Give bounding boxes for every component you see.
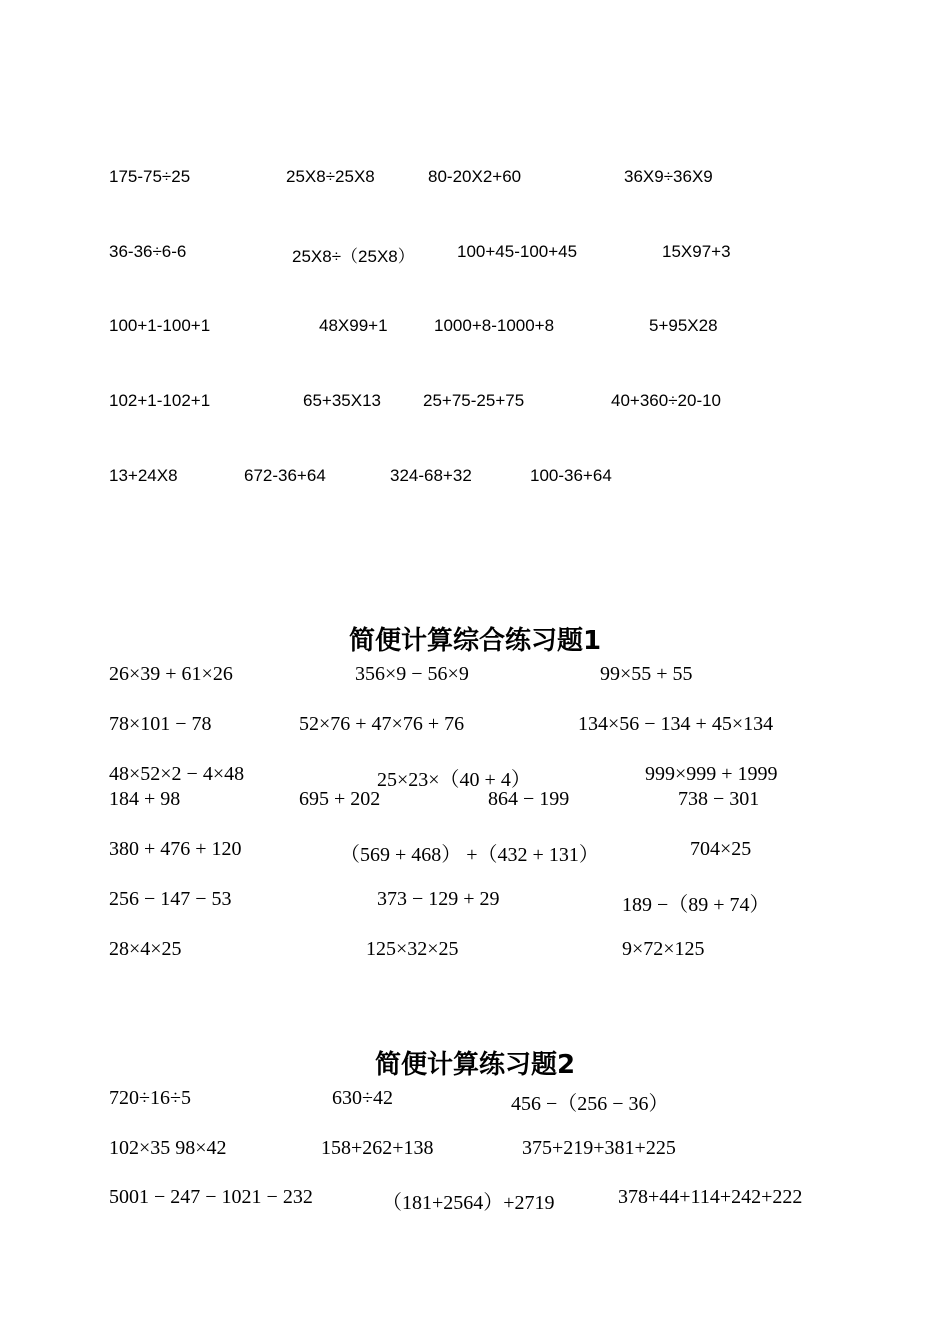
problem: 158+262+138 (321, 1137, 434, 1159)
problem: 378+44+114+242+222 (618, 1186, 803, 1208)
problem: 256 − 147 − 53 (109, 888, 232, 910)
problem: （569 + 468） +（432 + 131） (340, 844, 599, 866)
problem: 25X8÷（25X8） (292, 247, 415, 266)
problem: 373 − 129 + 29 (377, 888, 500, 910)
problem: 9×72×125 (622, 938, 705, 960)
problem: 48X99+1 (319, 316, 388, 335)
problem: 100+1-100+1 (109, 316, 211, 335)
problem: 672-36+64 (244, 466, 326, 485)
problem: 25×23×（40 + 4） (377, 769, 531, 791)
problem: 380 + 476 + 120 (109, 838, 242, 860)
problem: 324-68+32 (390, 466, 472, 485)
problem: 175-75÷25 (109, 167, 191, 186)
problem: 15X97+3 (662, 242, 731, 261)
problem: 738 − 301 (678, 788, 760, 810)
problem: 26×39 + 61×26 (109, 663, 233, 685)
problem: 80-20X2+60 (428, 167, 522, 186)
problem: （181+2564）+2719 (382, 1192, 555, 1214)
problem: 720÷16÷5 (109, 1087, 191, 1109)
problem: 864 − 199 (488, 788, 570, 810)
problem: 125×32×25 (366, 938, 459, 960)
problem: 25+75-25+75 (423, 391, 525, 410)
problem: 456 −（256 − 36） (511, 1093, 669, 1115)
problem: 100-36+64 (530, 466, 612, 485)
problem: 102+1-102+1 (109, 391, 211, 410)
section-title: 简便计算综合练习题1 (348, 626, 602, 656)
problem: 52×76 + 47×76 + 76 (299, 713, 465, 735)
problem: 189 −（89 + 74） (622, 894, 770, 916)
problem: 65+35X13 (303, 391, 381, 410)
section-title: 简便计算练习题2 (374, 1050, 576, 1080)
problem: 78×101 − 78 (109, 713, 212, 735)
problem: 5001 − 247 − 1021 − 232 (109, 1186, 313, 1208)
problem: 99×55 + 55 (600, 663, 693, 685)
problem: 375+219+381+225 (522, 1137, 676, 1159)
problem: 102×35 98×42 (109, 1137, 227, 1159)
problem: 1000+8-1000+8 (434, 316, 555, 335)
problem: 40+360÷20-10 (611, 391, 722, 410)
problem: 356×9 − 56×9 (355, 663, 469, 685)
problem: 184 + 98 (109, 788, 181, 810)
problem: 134×56 − 134 + 45×134 (578, 713, 774, 735)
problem: 48×52×2 − 4×48 (109, 763, 245, 785)
problem: 28×4×25 (109, 938, 182, 960)
problem: 25X8÷25X8 (286, 167, 375, 186)
problem: 5+95X28 (649, 316, 718, 335)
problem: 13+24X8 (109, 466, 178, 485)
problem: 695 + 202 (299, 788, 381, 810)
problem: 630÷42 (332, 1087, 393, 1109)
problem: 100+45-100+45 (457, 242, 578, 261)
problem: 36X9÷36X9 (624, 167, 713, 186)
problem: 704×25 (690, 838, 752, 860)
problem: 36-36÷6-6 (109, 242, 187, 261)
problem: 999×999 + 1999 (645, 763, 778, 785)
